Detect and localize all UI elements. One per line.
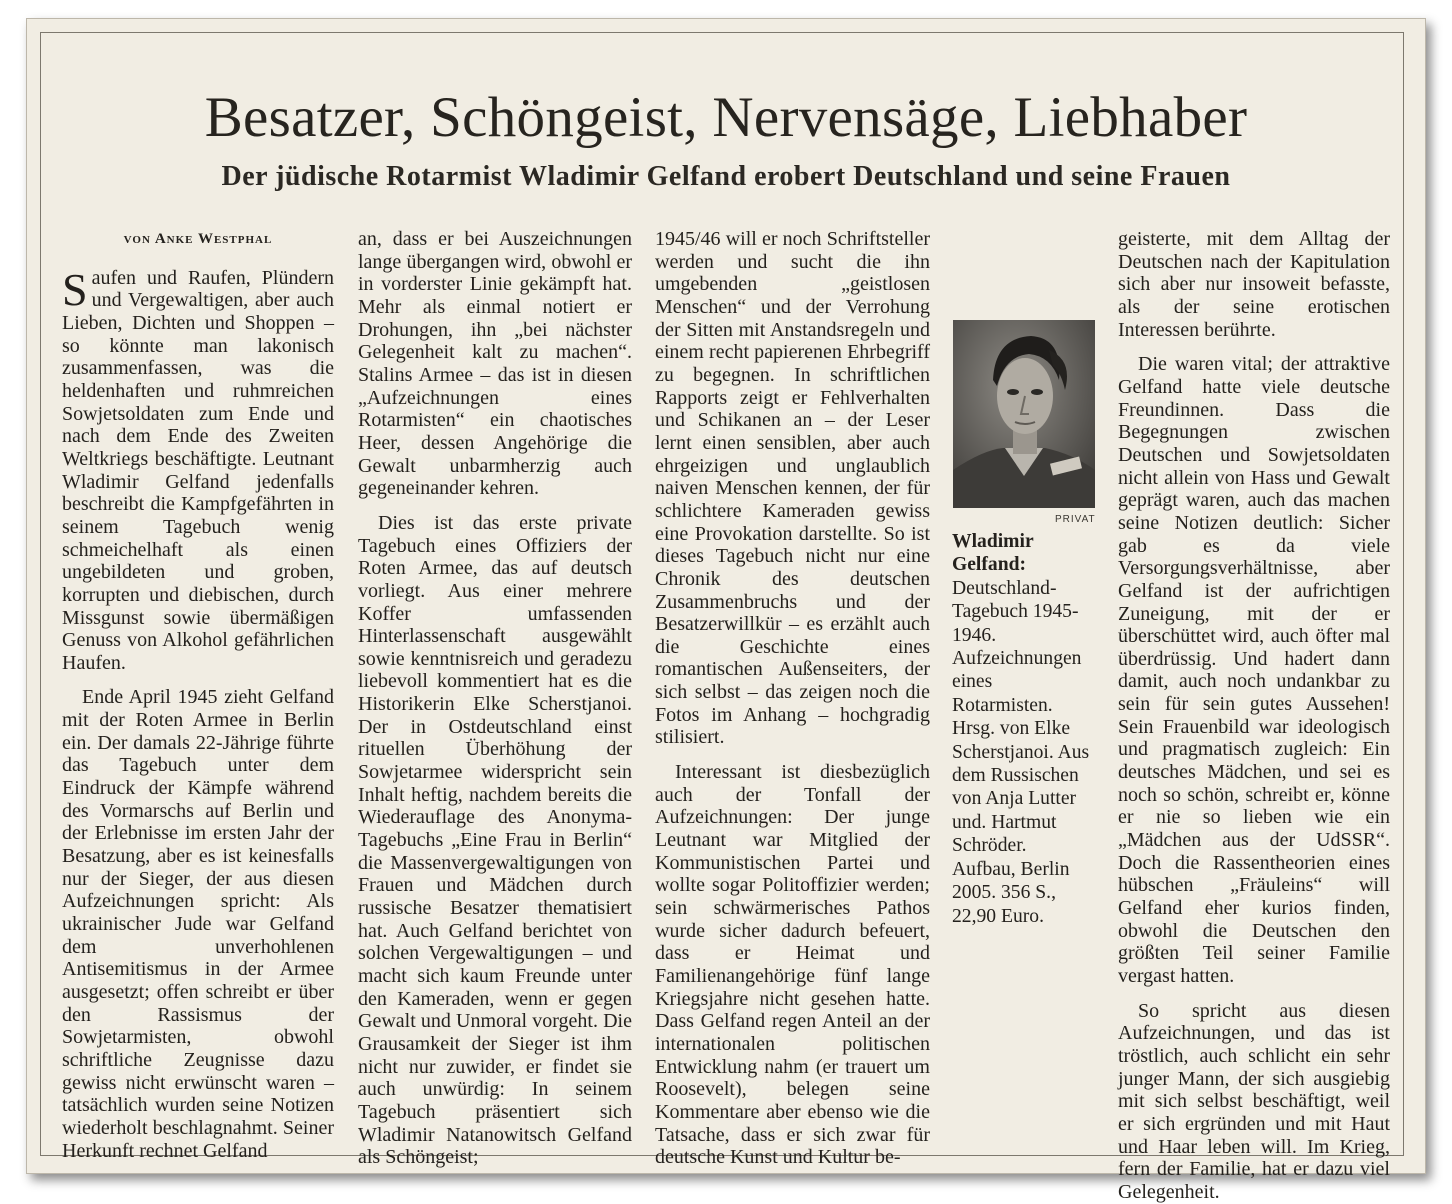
paragraph: 1945/46 will er noch Schriftsteller werden und sucht die ihn umgebenden „geistlosen Menschen“ und der Verrohung der Sitten mit Anstandsregeln und einem recht papierenen Ehrbegriff zu begegnen. In schriftlichen Rapports zeigt er Fehlverhalten und Schikanen an – der Leser lernt einen sensiblen, aber auch ehrgeizigen und unglaublich naiven Menschen kennen, der für schlichtere Kameraden gewiss eine Provokation darstellte. So ist dieses Tagebuch nicht nur eine Chronik des deutschen Zusammenbruchs und der Besatzerwillkür – es erzählt auch die Geschichte eines romantischen Außenseiters, der sich selbst – das zeigen noch die Fotos im Anhang – hochgradig stilisiert. [655,228,930,749]
paragraph: Ende April 1945 zieht Gelfand mit der Roten Armee in Berlin ein. Der damals 22-Jährige führte das Tagebuch unter dem Eindruck der Kämpfe während des Vormarschs auf Berlin und der Erlebnisse im ersten Jahr der Besatzung, aber es ist keinesfalls nur der Sieger, der aus diesen Aufzeichnungen spricht: Als ukrainischer Jude war Gelfand dem unverhohlenen Antisemitismus in der Armee ausgesetzt; offen schreibt er über den Rassismus der Sowjetarmisten, obwohl schriftliche Zeugnisse dazu gewiss nicht erwünscht waren – tatsächlich wurden seine Notizen wiederholt beschlagnahmt. Seiner Herkunft rechnet Gelfand [62,686,334,1162]
subheadline: Der jüdische Rotarmist Wladimir Gelfand erobert Deutschland und seine Frauen [221,161,1231,192]
paragraph: So spricht aus diesen Aufzeichnungen, und das ist tröstlich, auch schlicht ein sehr junger Mann, der sich ausgiebig mit sich selbst beschäftigt, weil er sich ergründen und mit Haut und Haar leben will. Im Krieg, fern der Familie, hat er dazu viel Gelegenheit. [1118,999,1390,1203]
article-column-2 [358,228,632,1169]
caption-title: Wladimir Gelfand: [952,531,1034,576]
byline: von Anke Westphal [123,231,273,247]
book-caption [952,530,1092,928]
caption-text: Deutschland-Tagebuch 1945-1946. Aufzeichnungen eines Rotarmisten. Hrsg. von Elke Scherstjanoi. Aus dem Russischen von Anja Lutter und. Hartmut Schröder. Aufbau, Berlin 2005. 356 S., 22,90 Euro. [952,577,1090,927]
drop-cap: S [62,263,88,315]
caption-block [952,530,1092,928]
headline: Besatzer, Schöngeist, Nervensäge, Liebhaber [204,86,1248,149]
paragraph: Interessant ist diesbezüglich auch der Tonfall der Aufzeichnungen: Der junge Leutnant war Mitglied der Kommunistischen Partei und wollte sogar Politoffizier werden; sein schwärmerisches Pathos wurde sicher dadurch befeuert, dass er Heimat und Familienangehörige fünf lange Kriegsjahre nicht gesehen hatte. Dass Gelfand regen Anteil an der internationalen politischen Entwicklung nahm (er trauert um Roosevelt), belegen seine Kommentare aber ebenso wie die Tatsache, dass er sich zwar für deutsche Kunst und Kultur be- [655,761,930,1169]
article-column-1 [62,228,334,1162]
article-column-3 [655,228,930,1169]
portrait-image [953,320,1095,508]
paragraph: an, dass er bei Auszeichnungen lange übergangen wird, obwohl er in vorderster Linie gekämpft hat. Mehr als einmal notiert er Drohungen, ihn „bei nächster Gelegenheit kalt zu machen“. Stalins Armee – das ist in diesen „Aufzeichnungen eines Rotarmisten“ ein chaotisches Heer, dessen Angehörige die Gewalt unbarmherzig auch gegeneinander kehren. [358,228,632,500]
paragraph: Dies ist das erste private Tagebuch eines Offiziers der Roten Armee, das auf deutsch vorliegt. Aus einer mehrere Koffer umfassenden Hinterlassenschaft ausgewählt sowie kenntnisreich und geradezu liebevoll kommentiert hat es die Historikerin Elke Scherstjanoi. Der in Ostdeutschland einst rituellen Überhöhung der Sowjetarmee widerspricht sein Inhalt heftig, nachdem bereits die Wiederauflage des Anonyma-Tagebuchs „Eine Frau in Berlin“ die Massenvergewaltigungen von Frauen und Mädchen durch russische Besatzer thematisiert hat. Auch Gelfand berichtet von solchen Vergewaltigungen – und macht sich kaum Freunde unter den Kameraden, wenn er gegen Gewalt und Unmoral vorgeht. Die Grausamkeit der Sieger ist ihm nicht nur zuwider, er findet sie auch unwürdig: In seinem Tagebuch präsentiert sich Wladimir Natanowitsch Gelfand als Schöngeist; [358,511,632,1169]
portrait-photo [953,320,1095,508]
paragraph: Die waren vital; der attraktive Gelfand hatte viele deutsche Freundinnen. Dass die Begegnungen zwischen Deutschen und Sowjetsoldaten nicht allein von Hass und Gewalt geprägt waren, auch das machen seine Notizen deutlich: Sicher gab es da viele Versorgungsverhältnisse, aber Gelfand ist der aufrichtigen Zuneigung, mit der er überschüttet wird, auch öfter mal überdrüssig. Und hadert dann damit, auch noch undankbar zu sein für sein gutes Aussehen! Sein Frauenbild war ideologisch und pragmatisch zugleich: Ein deutsches Mädchen, und sei es noch so schön, schreibt er, könne er nie so lieben wie ein „Mädchen aus der UdSSR“. Doch die Rassentheorien eines hübschen „Fräuleins“ will Gelfand eher kurios finden, obwohl die Deutschen den größten Teil seiner Familie vergast hatten. [1118,353,1390,987]
paragraph [62,263,334,675]
paragraph: geisterte, mit dem Alltag der Deutschen nach der Kapitulation sich aber nur insoweit befasste, als der seine erotischen Interessen berührte. [1118,228,1390,341]
article-column-5 [1118,228,1390,1204]
paragraph-text: aufen und Raufen, Plündern und Vergewaltigen, aber auch Lieben, Dichten und Shoppen – so könnte man lakonisch zusammenfassen, was die heldenhaften und ruhmreichen Sowjetsoldaten zum Ende und nach dem Ende des Zweiten Weltkriegs beschäftigte. Leutnant Wladimir Gelfand jedenfalls beschreibt die Kampfgefährten in seinem Tagebuch wenig schmeichelhaft als einen ungebildeten und groben, korrupten und diebischen, durch Missgunst sowie übermäßigen Genuss von Alkohol gefährlichen Haufen. [62,266,334,674]
photo-credit: PRIVAT [1055,514,1096,525]
